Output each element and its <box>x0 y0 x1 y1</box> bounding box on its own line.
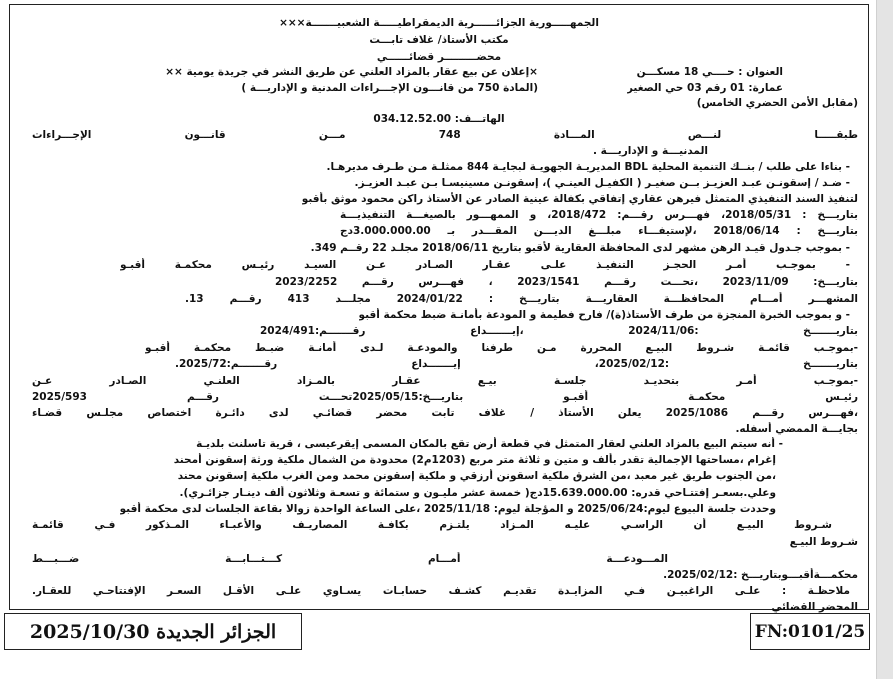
body-line: بتاريـــــــخ :2024/11/06 ،إيـــــــداع رقـــــــم:2024/491 <box>260 325 858 337</box>
body-line: - أنه سيتم البيع بالمزاد العلني لعقار المتمثل في قطعة أرض تقع بالمكان المسمى إيقرعيسى ، قرية تاسلنت بلديـة <box>196 438 783 450</box>
file-number-box: FN:0101/25 <box>750 613 870 650</box>
document-type: محضـــــــــر قضائــــــي <box>376 51 502 63</box>
body-line: شـروط البيـع <box>789 536 858 548</box>
office-name: مكتب الأستاذ/ غلاف تابـــت <box>369 34 509 46</box>
notice-title: ×إعلان عن بيع عقار بالمزاد العلني عن طريق النشر في جريدة يومية ×× <box>165 66 538 78</box>
signature-line: المحضر القضائي <box>771 601 858 613</box>
body-line: المدنيـــة و الإداريـــة . <box>592 145 708 157</box>
body-line: شـروط البيـع أن الراسـي عليـه المـزاد يلتـزم بكافـة المصاريـف والأعبـاء المـذكور فـي قائمـة <box>32 519 832 531</box>
body-line: محكمـــةأقبـــوبتاريـــخ :2025/02/12. <box>663 569 858 581</box>
republic-heading: الجمهـــــورية الجزائــــــرية الديمقراطيـــــة الشعبيـــــــة××× <box>279 17 599 29</box>
body-line: بجايـــة الممضي أسفله. <box>735 423 858 435</box>
body-line: ملاحظـة : علـى الراغبيـن فـي المزايـدة تقديـم كشـف حسابـات يسـاوي علـى الأقـل السعـر الإفتتاحـي للعقـار. <box>32 585 850 597</box>
body-line: المشهـــر أمـــام المحافظـــة العقاريـــة بتاريـــخ : 2024/01/22 مجلـــد 413 رقـــم 13. <box>185 293 858 305</box>
body-line: المـــودعـــة أمـــام كـــتـــابـــة ضـــبـــط <box>32 553 668 565</box>
body-line: طبقـــــا لنـــص المـــادة 748 مـــن قانـــون الإجـــراءات <box>32 129 858 141</box>
body-line: - بموجـب أمـر الحجـز التنفيـذ علـى عقـار الصـادر عـن السيـد رئيـس محكمـة أقبـو <box>120 259 850 271</box>
body-line: ،من الجنوب طريق غير معبد ،من الشرق ملكية اسقونن أرزقي و ملكية إسقونن محمد ومن الغرب ملكية إسقونن محند <box>177 470 776 482</box>
body-line: لتنفيذ السند التنفيذي المتمثل فيرهن عقاري إتفاقي بكفالة عينية الصادر عن الأستاذ راكن محمود موثق بأقبو <box>301 193 858 205</box>
scrollbar[interactable] <box>876 0 893 679</box>
body-line: بتاريـــــــخ :2025/02/12، إيـــــــداع رقـــــــم:2025/72. <box>175 358 858 370</box>
notice-article: (المادة 750 من قانـــون الإجـــراءات المدنية و الإداريـــة ) <box>241 82 538 94</box>
body-line: - و بموجب الخبرة المنجزة من طرف الأستاذ(ة)/ فارح فطيمة و المودعة بأمانـة ضبط محكمة أقبو <box>358 309 850 321</box>
body-line: -بموجـب قائمـة شـروط البيـع المحررة مـن طرفنا والمودعـة لـدى أمانـة ضبـط محكمـة أقبـو <box>145 342 858 354</box>
legal-notice-frame <box>9 4 869 613</box>
body-line: وعلي.بسعـر إفتتـاحي قدره: 15.639.000.00دج( خمسة عشر مليـون و ستمائة و تسعـة وثلاثون ألف دينـار جزائـري). <box>179 487 776 499</box>
body-line: بتاريـــخ: 2023/11/09 ،تحـــت رقـــم 2023/1541 ، فهـــرس رقـــم 2023/2252 <box>275 276 858 288</box>
phone: الهاتـــف: 034.12.52.00 <box>373 113 505 125</box>
body-line: إغرام ،مساحتها الإجمالية تقدر بألف و متين و ثلاثة متر مربع (1203م2) محدودة من الشمال ملكية ورثة إسقونن أمحند <box>173 454 776 466</box>
body-line: - بموجب جـدول قيـد الرهن مشهر لدى المحافظة العقارية لأقبو بتاريخ 2018/06/11 مجلـد 22 رقــم 349. <box>310 242 850 254</box>
address-line-1: العنوان : حــــي 18 مسكـــن <box>636 66 783 78</box>
body-line: وحددت جلسة البيوع ليوم:2025/06/24 و المؤجلة ليوم: 2025/11/18 ،على الساعة الواحدة زوالا بقاعة الجلسات لدى محكمة أقبو <box>119 503 776 515</box>
body-line: - ضـد / إسقونـن عبـد العزيـز بــن صغيـر ( الكفيـل العينـي )، إسقونـن مسينيسـا بـن عبـد العزيـز. <box>354 177 850 189</box>
address-line-3: (مقابل الأمن الحضري الخامس) <box>696 97 858 109</box>
body-line: رئيـس محكمـة أقبـو بتاريـــخ:2025/05/15تحـــت رقـــم 2025/593 <box>32 391 858 403</box>
body-line: ،فهـــرس رقـــم 2025/1086 يعلن الأستاذ / غلاف تابت محضر قضائـي لدى دائـرة اختصاص مجلـس قضـاء <box>32 407 858 419</box>
body-line: -بموجـب أمـر بتحديـد جلسـة بيـع عقـار بالمـزاد العلنـي الصـادر عـن <box>32 375 858 387</box>
body-line: بتاريـــخ : 2018/05/31، فهـــرس رقـــم: 2018/472، و الممهـــور بالصيغـــة التنفيذيـــة <box>340 209 858 221</box>
newspaper-date-box: الجزائر الجديدة 2025/10/30 <box>4 613 302 650</box>
address-line-2: عمارة: 01 رقم 03 حي الصغير <box>626 82 783 94</box>
body-line: بتاريـــخ : 2018/06/14 ،لإستيفـــاء مبلـــغ الديـــن المقـــدر بـ 3.000.000.00دج <box>340 225 858 237</box>
body-line: - بناءا على طلب / بنــك التنمية المحلية BDL المديريـة الجهويـة لبجايـة 844 ممثلـة مـن طـرف مديرهـا. <box>326 161 850 173</box>
